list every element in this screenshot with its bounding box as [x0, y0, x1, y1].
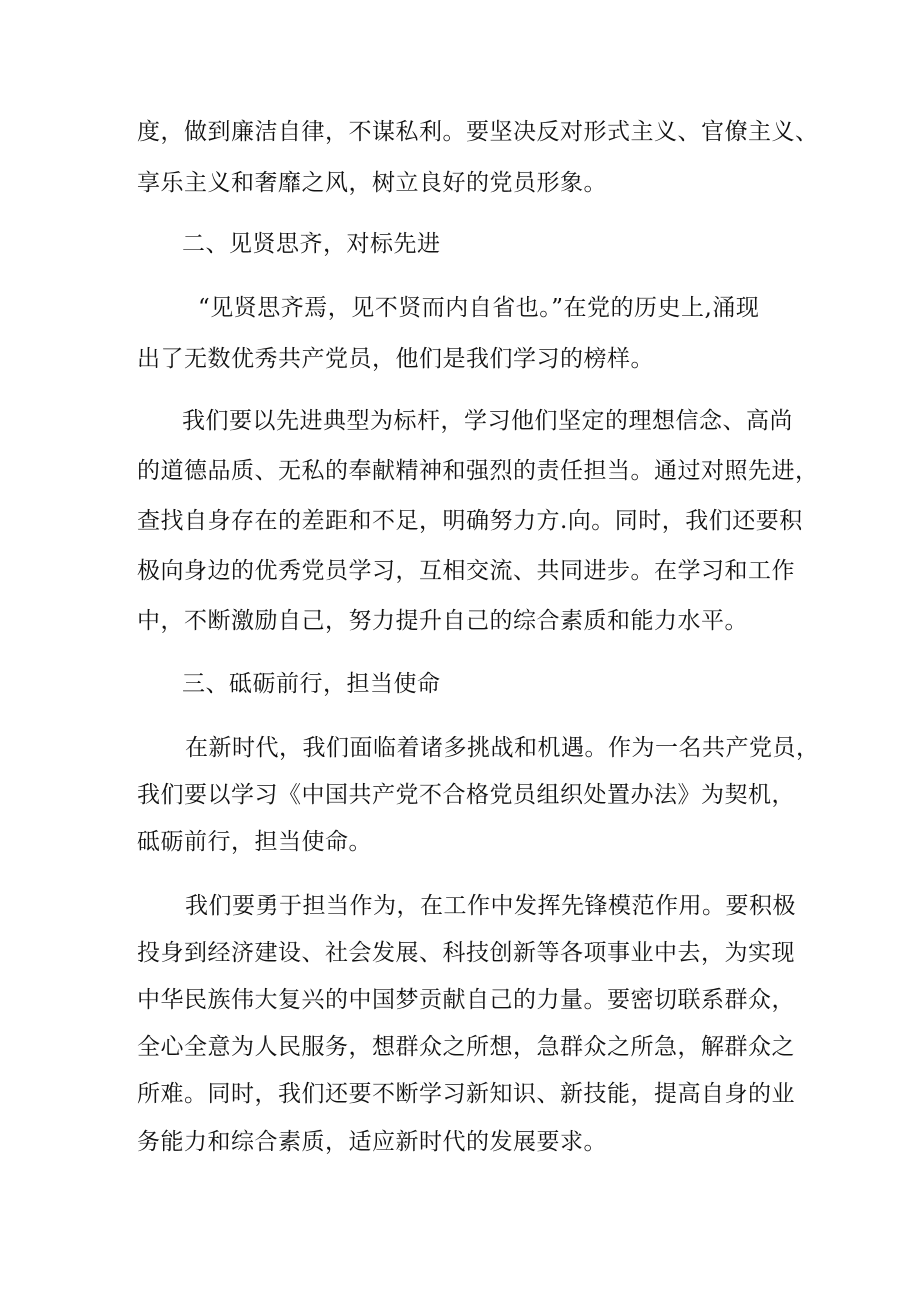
section-heading: 二、见贤思齐，对标先进: [182, 231, 441, 257]
body-line: 中，不断激励自己，努力提升自己的综合素质和能力水平。: [137, 608, 748, 634]
body-line: 我们要以学习《中国共产党不合格党员组织处置办法》为契机，: [137, 782, 795, 808]
body-line: 务能力和综合素质，适应新时代的发展要求。: [137, 1129, 607, 1155]
body-line: 在新时代，我们面临着诸多挑战和机遇。作为一名共产党员，: [185, 735, 820, 761]
body-line: 投身到经济建设、社会发展、科技创新等各项事业中去，为实现: [137, 940, 795, 966]
body-line: 中华民族伟大复兴的中国梦贡献自己的力量。要密切联系群众，: [137, 987, 795, 1013]
body-line: 我们要以先进典型为标杆，学习他们坚定的理想信念、高尚: [182, 408, 793, 434]
body-line: 所难。同时，我们还要不断学习新知识、新技能，提高自身的业: [137, 1081, 795, 1107]
body-line: 砥砺前行，担当使命。: [137, 829, 372, 855]
body-line: 查找自身存在的差距和不足，明确努力方.向。同时，我们还要积: [137, 508, 803, 534]
body-line: 全心全意为人民服务，想群众之所想，急群众之所急，解群众之: [137, 1034, 795, 1060]
body-line: 享乐主义和奢靡之风，树立良好的党员形象。: [137, 170, 607, 196]
body-line: 我们要勇于担当作为，在工作中发挥先锋模范作用。要积极: [185, 893, 796, 919]
body-line: 的道德品质、无私的奉献精神和强烈的责任担当。通过对照先进，: [137, 458, 819, 484]
body-line: 出了无数优秀共产党员，他们是我们学习的榜样。: [137, 346, 654, 372]
body-line: 极向身边的优秀党员学习，互相交流、共同进步。在学习和工作: [137, 558, 795, 584]
section-heading: 三、砥砺前行，担当使命: [182, 671, 441, 697]
body-line: 度，做到廉洁自律，不谋私利。要坚决反对形式主义、官僚主义、: [137, 119, 819, 145]
body-line: “见贤思齐焉，见不贤而内自省也。”在党的历史上,涌现: [198, 295, 760, 321]
